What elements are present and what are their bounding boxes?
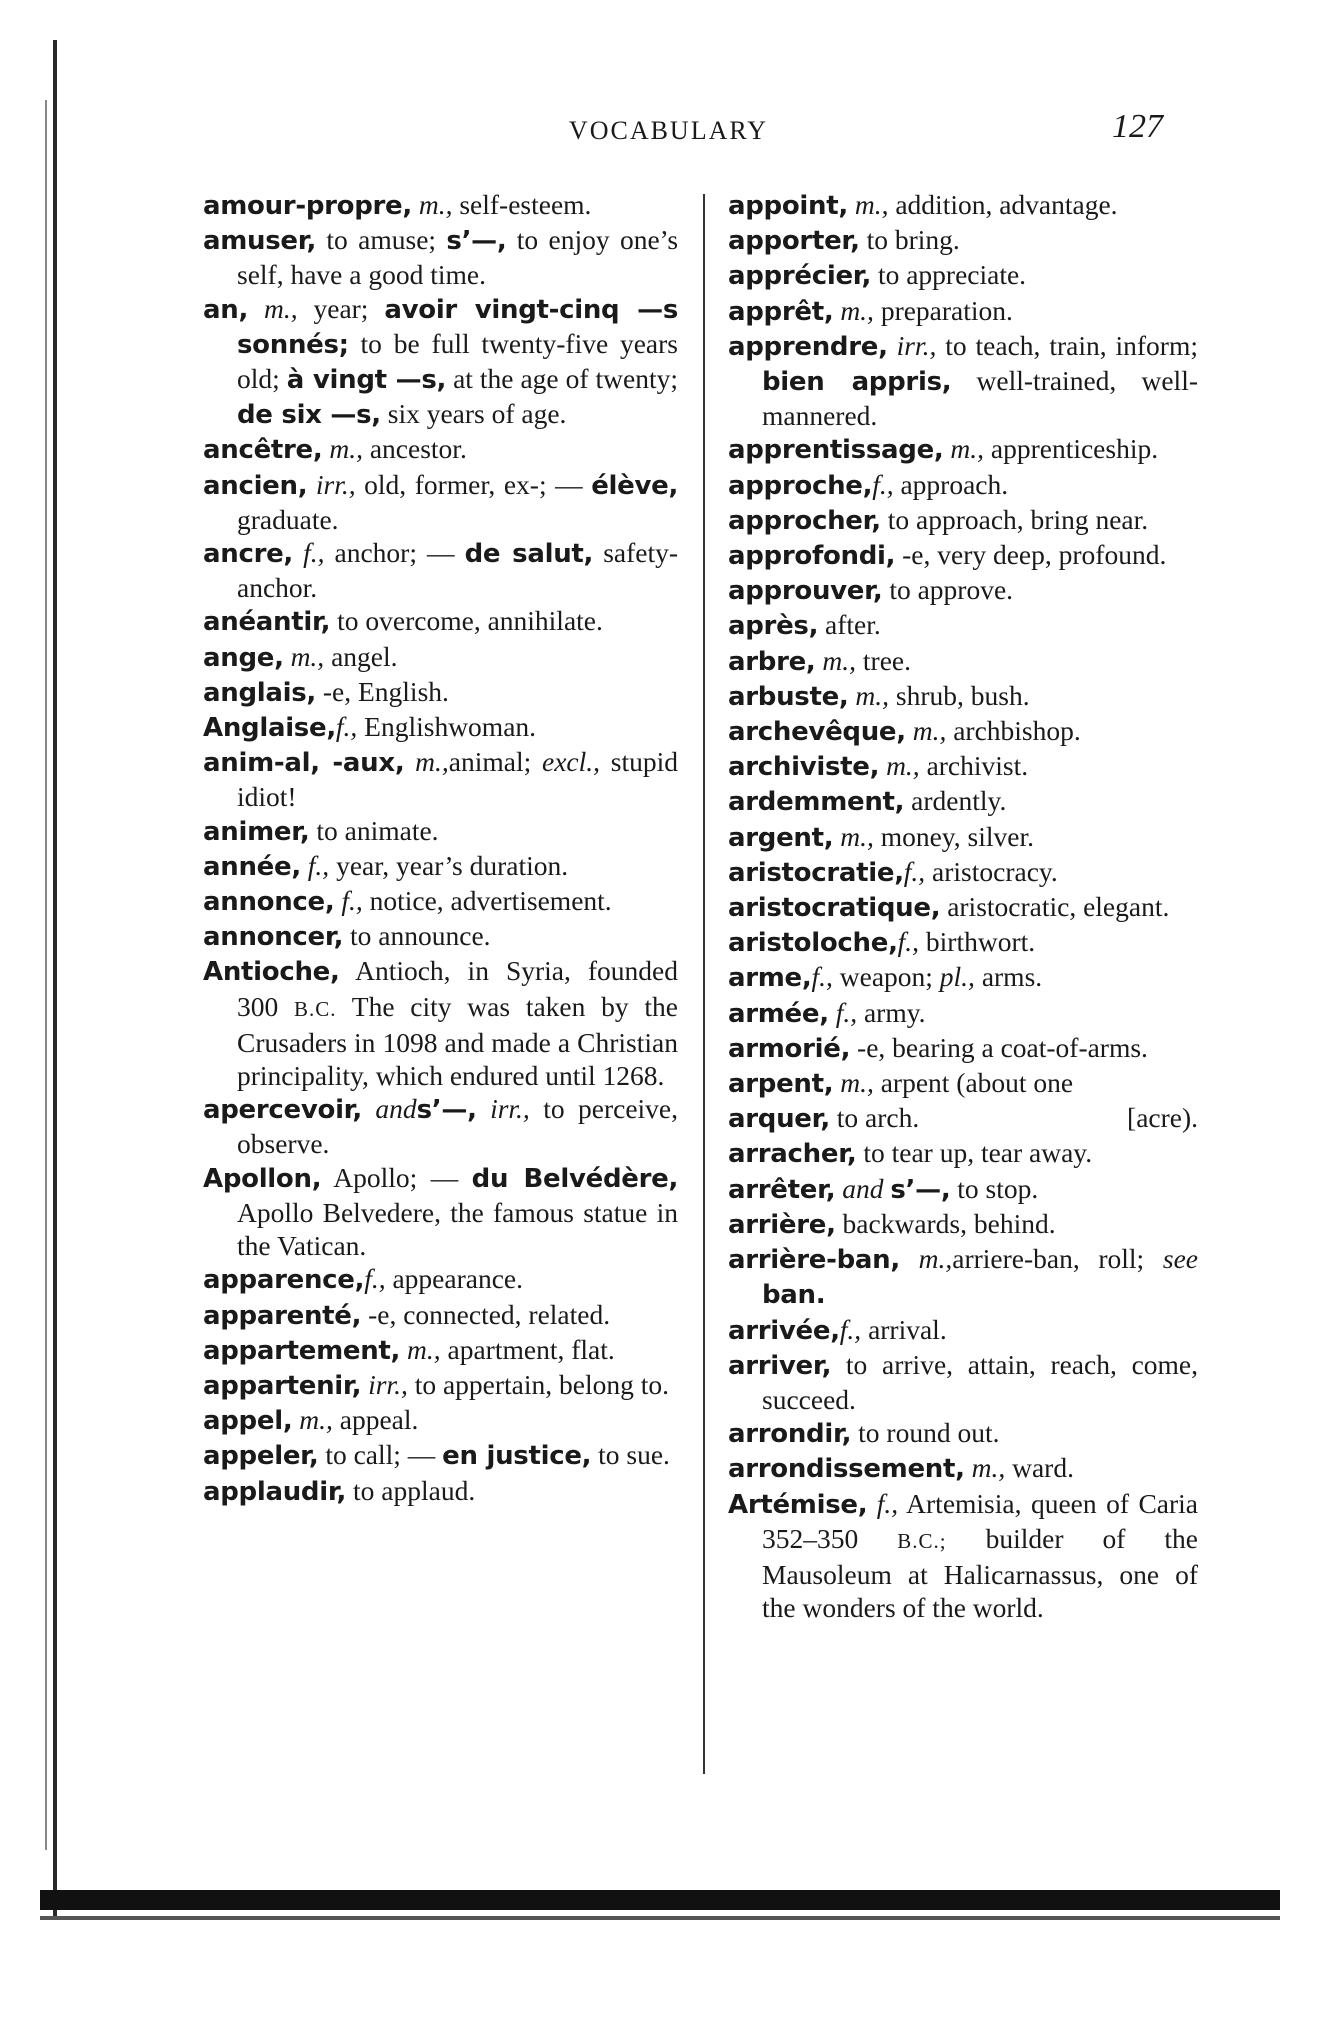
entry: anim-al, -aux, m.,animal; excl., stupid idiot! xyxy=(203,746,679,813)
entry: applaudir, to applaud. xyxy=(203,1474,476,1507)
entry: appartenir, irr., to appertain, belong to. xyxy=(203,1368,670,1401)
entry: approfondi, -e, very deep, profound. xyxy=(728,539,1167,572)
left-column xyxy=(203,188,678,1509)
entry: arme,f., weapon; pl., arms. xyxy=(728,961,1043,994)
entry: ancien, irr., old, former, ex-; — élève, graduate. xyxy=(203,468,679,535)
entry: arbre, m., tree. xyxy=(728,644,911,677)
entry: armorié, -e, bearing a coat-of-arms. xyxy=(728,1031,1148,1064)
entry: aristocratique, aristocratic, elegant. xyxy=(728,891,1170,924)
entry: apporter, to bring. xyxy=(728,224,960,257)
entry: arbuste, m., shrub, bush. xyxy=(728,679,1030,712)
entry: ardemment, ardently. xyxy=(728,785,1007,818)
entry: amour-propre, m., self-esteem. xyxy=(203,189,592,221)
entry: an, m., year; avoir vingt-cinq —s sonnés; to be full twenty-five years old; à vingt —s, at the age of twenty; de six —s, six years of age. xyxy=(203,292,679,431)
entry: Apollon, Apollo; — du Belvédère, Apollo Belvedere, the famous statue in the Vatican. xyxy=(203,1161,679,1262)
entry: animer, to animate. xyxy=(203,814,439,847)
entry: armée, f., army. xyxy=(728,996,926,1029)
binding-edge xyxy=(53,40,57,1920)
entry: appoint, m., addition, advantage. xyxy=(728,189,1118,221)
entry: amuser, to amuse; s’—, to enjoy one’s self, have a good time. xyxy=(203,224,679,291)
entry: annonce, f., notice, advertisement. xyxy=(203,885,612,918)
binding-edge-shadow xyxy=(45,100,47,1850)
entry: apprentissage, m., apprenticeship. xyxy=(728,433,1159,466)
entry: arrière-ban, m.,arriere-ban, roll; see ban. xyxy=(728,1243,1198,1311)
entry: approcher, to approach, bring near. xyxy=(728,503,1149,536)
entry: approuver, to approve. xyxy=(728,574,1014,607)
entry: archevêque, m., archbishop. xyxy=(728,715,1081,748)
bottom-edge-shadow xyxy=(40,1916,1280,1920)
entry: argent, m., money, silver. xyxy=(728,820,1034,853)
entry: ancre, f., anchor; — de salut, safety-anchor. xyxy=(203,537,679,604)
entry: Anglaise,f., Englishwoman. xyxy=(203,711,537,744)
entry: arpent, m., arpent (about one xyxy=(728,1067,1074,1100)
entry: apprendre, irr., to teach, train, inform; bien appris, well-trained, well-mannered. xyxy=(728,329,1198,432)
entry: appartement, m., apartment, flat. xyxy=(203,1333,615,1366)
entry: anéantir, to overcome, annihilate. xyxy=(203,605,603,638)
entry: appel, m., appeal. xyxy=(203,1404,419,1437)
entry: apparence,f., appearance. xyxy=(203,1263,523,1296)
entry: année, f., year, year’s duration. xyxy=(203,849,569,882)
entry: Antioche, Antioch, in Syria, founded 300 B.C. The city was taken by the Crusaders in 1098 and made a Christian principality, which endured until 1268. xyxy=(203,955,678,1092)
entry: appeler, to call; — en justice, to sue. xyxy=(203,1439,670,1472)
entry: archiviste, m., archivist. xyxy=(728,750,1029,783)
entry: apercevoir, ands’—, irr., to perceive, observe. xyxy=(203,1093,679,1160)
entry: arrondir, to round out. xyxy=(728,1417,1000,1450)
entry: approche,f., approach. xyxy=(728,468,1009,501)
entry: ancêtre, m., ancestor. xyxy=(203,433,467,466)
entry: aristoloche,f., birthwort. xyxy=(728,926,1036,959)
entry: après, after. xyxy=(728,609,881,642)
entry: [acre). arquer, to arch. xyxy=(728,1102,1198,1135)
column-divider xyxy=(703,194,705,1774)
entry: arrivée,f., arrival. xyxy=(728,1313,947,1346)
entry: arrêter, and s’—, to stop. xyxy=(728,1172,1039,1205)
entry: anglais, -e, English. xyxy=(203,675,449,708)
entry: ange, m., angel. xyxy=(203,640,398,673)
entry: aristocratie,f., aristocracy. xyxy=(728,855,1058,888)
bottom-edge-bar xyxy=(40,1890,1280,1910)
right-column xyxy=(728,188,1198,1624)
page-number: 127 xyxy=(1112,108,1163,145)
entry: arrière, backwards, behind. xyxy=(728,1207,1056,1240)
entry: arriver, to arrive, attain, reach, come, succeed. xyxy=(728,1348,1198,1415)
entry: arrondissement, m., ward. xyxy=(728,1452,1074,1485)
entry: apprêt, m., preparation. xyxy=(728,294,1013,327)
entry: Artémise, f., Artemisia, queen of Caria 352–350 B.C.; builder of the Mausoleum at Halicarnassus, one of the wonders of the world. xyxy=(728,1487,1199,1624)
running-head: VOCABULARY xyxy=(568,116,769,145)
entry: apprécier, to appreciate. xyxy=(728,259,1027,292)
entry: annoncer, to announce. xyxy=(203,920,491,953)
entry: apparenté, -e, connected, related. xyxy=(203,1298,611,1331)
entry: arracher, to tear up, tear away. xyxy=(728,1137,1093,1170)
